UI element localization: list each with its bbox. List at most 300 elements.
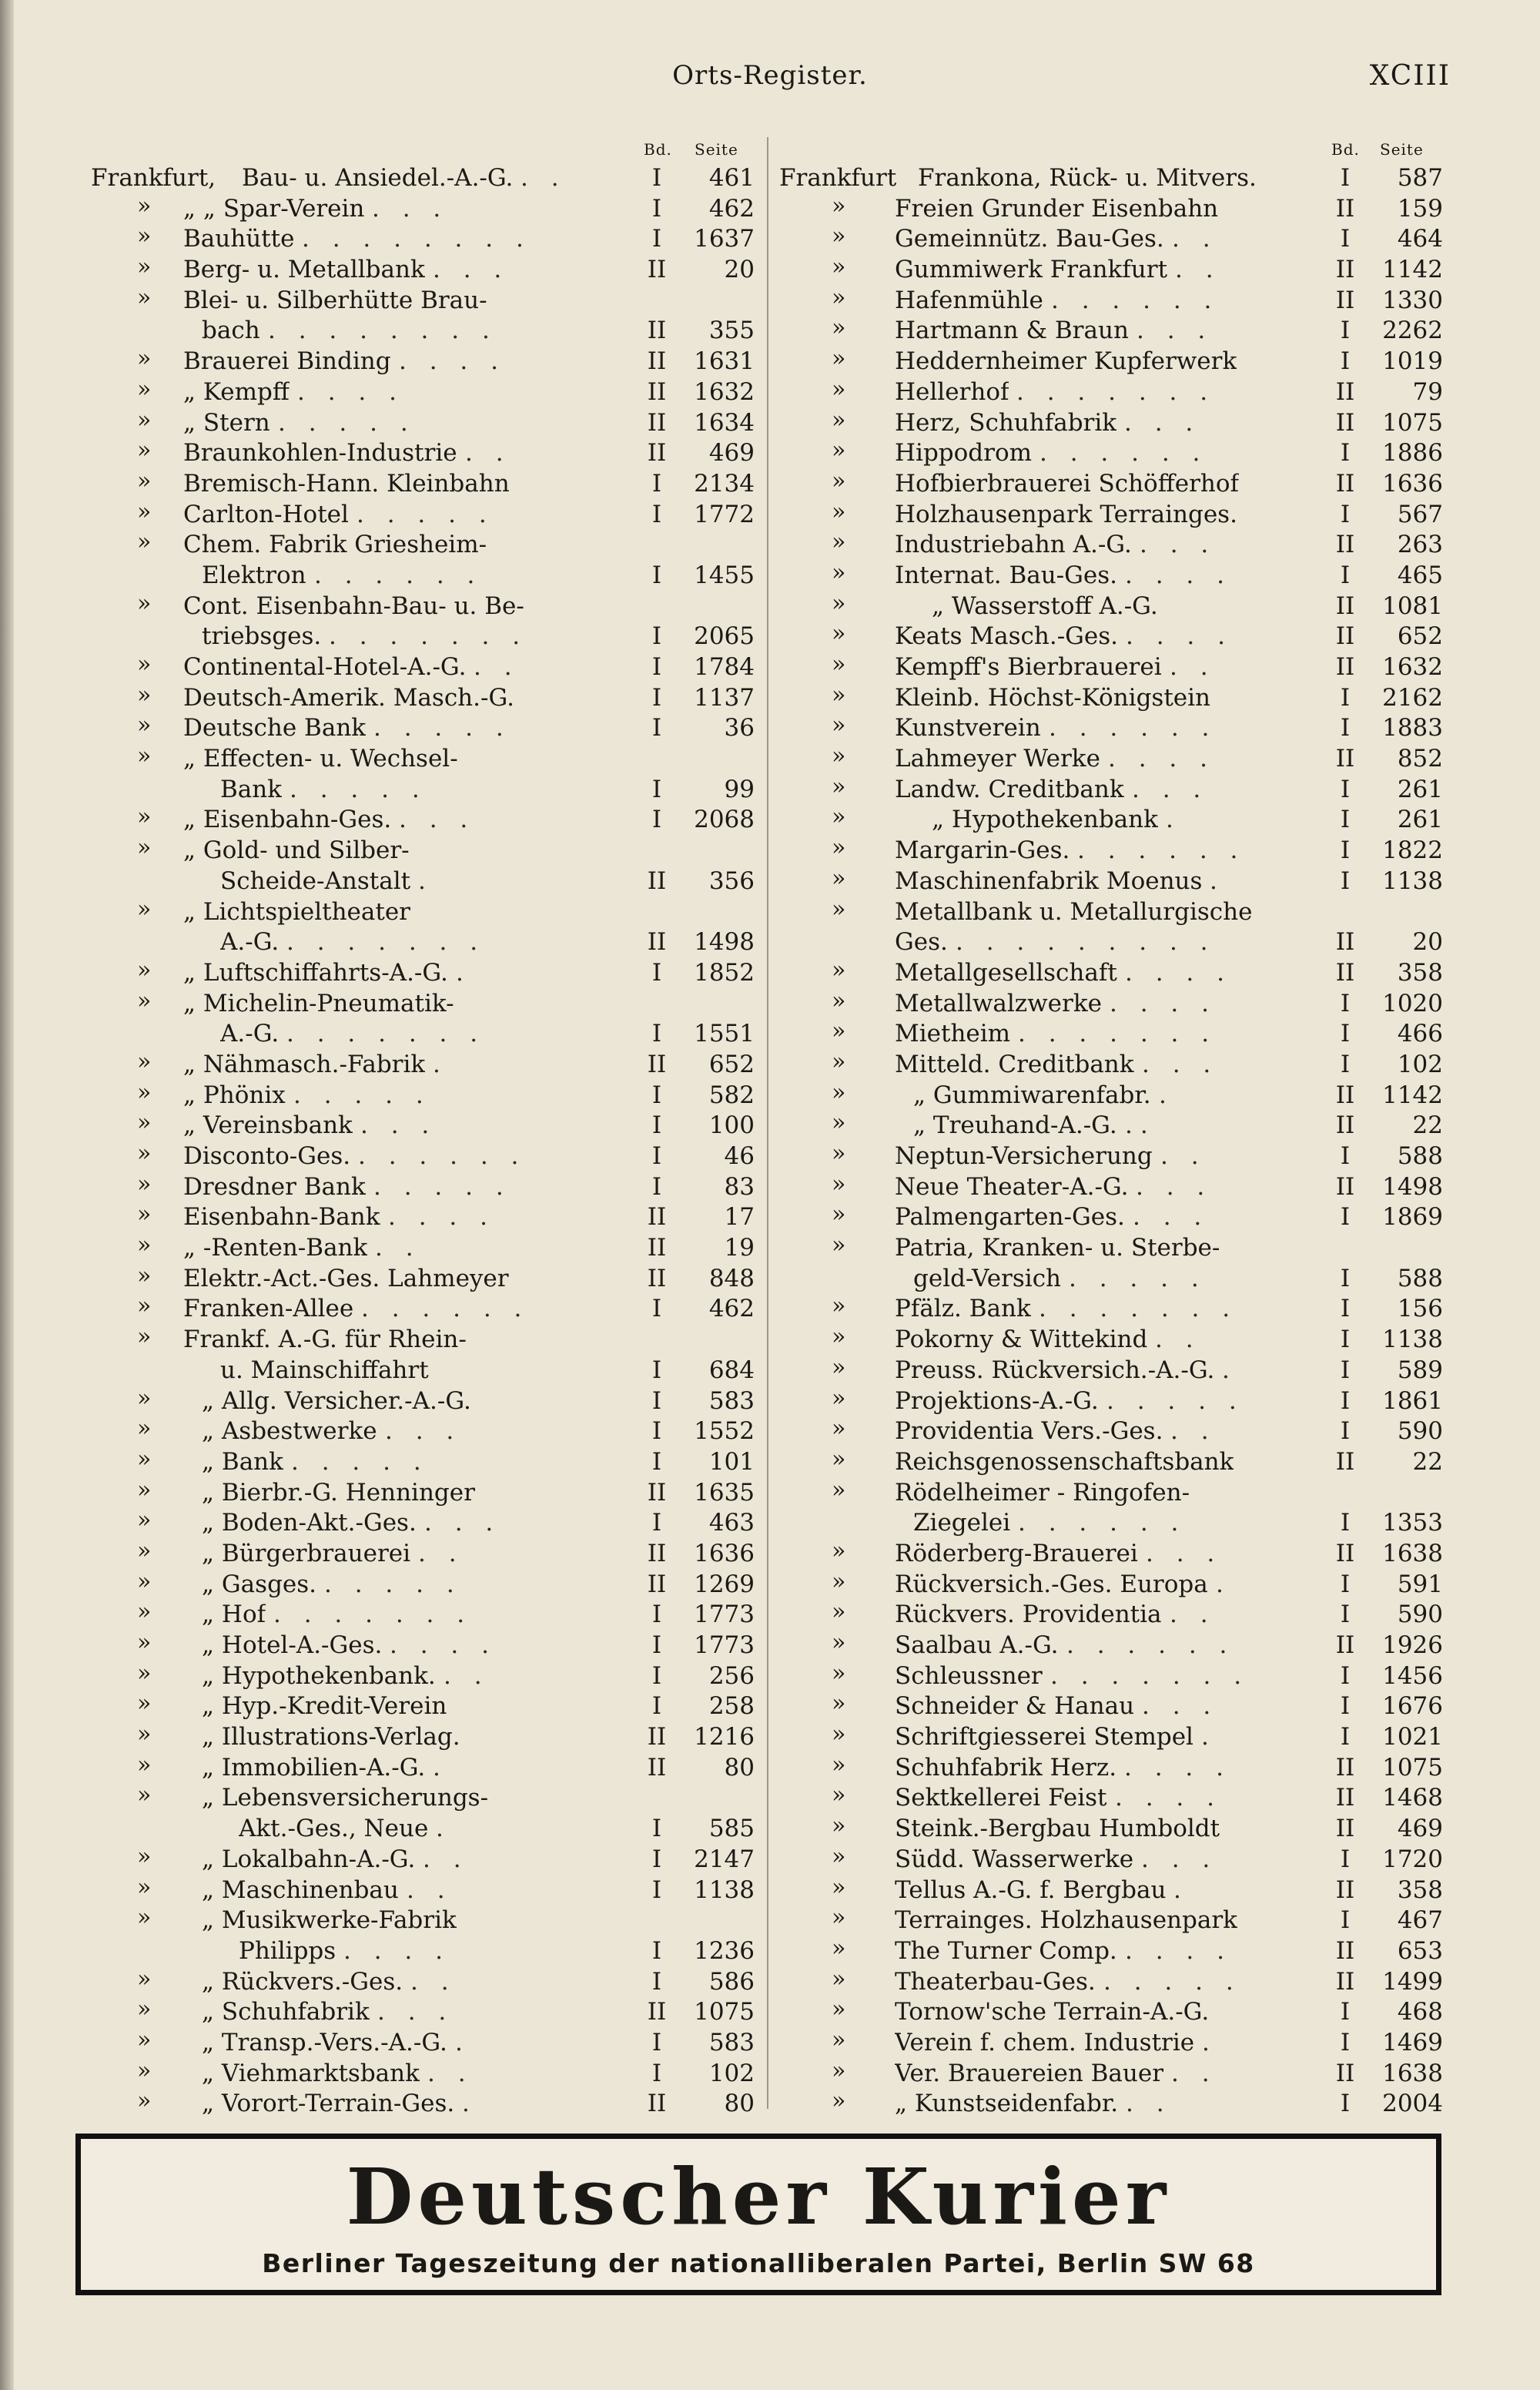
leader-dots: . . .	[372, 194, 449, 223]
company-name: Saalbau A.-G.	[895, 1631, 1059, 1659]
company-name: Deutsche Bank	[183, 714, 367, 742]
ditto-mark: »	[137, 1567, 152, 1595]
ditto-mark: »	[832, 1078, 846, 1106]
register-entry	[91, 1600, 756, 1631]
company-name: „ Lebensversicherungs-	[202, 1784, 489, 1812]
register-entry	[779, 713, 1446, 744]
register-entry	[779, 1967, 1446, 1998]
volume-number: I	[1340, 2028, 1351, 2056]
register-entry	[91, 958, 756, 989]
ditto-mark: »	[137, 1537, 152, 1564]
company-name: Rödelheimer - Ringofen-	[895, 1478, 1190, 1507]
company-name: Neue Theater-A.-G.	[895, 1172, 1129, 1201]
company-name: Verein f. chem. Industrie	[895, 2028, 1195, 2056]
ditto-mark: »	[832, 1782, 846, 1809]
register-entry	[91, 1631, 756, 1661]
page-reference: 358	[1397, 1875, 1443, 1904]
ditto-mark: »	[137, 956, 152, 984]
volume-number: I	[1340, 1998, 1351, 2026]
page-reference: 1852	[694, 958, 755, 987]
ditto-mark: »	[832, 1537, 846, 1564]
company-name: „ Rückvers.-Ges.	[202, 1967, 403, 1996]
ditto-mark: »	[832, 803, 846, 831]
leader-dots: . . . . . . . .	[302, 225, 531, 253]
volume-number: I	[1340, 1661, 1351, 1690]
page-reference: 20	[724, 256, 755, 284]
leader-dots: . .	[1170, 1601, 1216, 1629]
ditto-mark: »	[832, 620, 846, 648]
page-reference: 567	[1397, 500, 1443, 528]
company-name: Hippodrom	[895, 439, 1033, 468]
register-entry	[91, 1111, 756, 1141]
ditto-mark: »	[832, 1445, 846, 1473]
ditto-mark: »	[832, 742, 846, 770]
company-name: Frankf. A.-G. für Rhein-	[183, 1326, 467, 1354]
page-heading: Seite	[1380, 140, 1424, 159]
ditto-mark: »	[137, 1415, 152, 1443]
leader-dots: . .	[444, 1661, 490, 1690]
company-name: Herz, Schuhfabrik	[895, 408, 1117, 437]
ditto-mark: »	[832, 345, 846, 373]
volume-number: II	[1335, 1815, 1355, 1843]
ditto-mark: »	[137, 681, 152, 709]
register-entry	[91, 1753, 756, 1784]
ditto-mark: »	[137, 345, 152, 373]
register-entry	[779, 1875, 1446, 1906]
register-entry	[91, 1233, 756, 1264]
ditto-mark: »	[832, 1384, 846, 1412]
leader-dots: . . .	[1141, 1845, 1218, 1873]
register-entry	[91, 1783, 756, 1814]
register-entry	[779, 864, 1446, 897]
ditto-mark: »	[832, 1567, 846, 1595]
page-reference: 587	[1397, 164, 1443, 192]
volume-number: I	[1340, 1570, 1351, 1598]
volume-number: I	[651, 1661, 662, 1690]
register-entry	[779, 1294, 1446, 1325]
register-entry	[779, 1264, 1446, 1295]
page-reference: 1353	[1382, 1509, 1443, 1537]
page-reference: 2065	[694, 622, 755, 651]
company-name: Patria, Kranken- u. Sterbe-	[895, 1234, 1220, 1262]
page-reference: 80	[724, 1753, 755, 1782]
right-column	[779, 132, 1446, 2116]
page-reference: 19	[724, 1234, 755, 1262]
ditto-mark: »	[832, 1476, 846, 1503]
leader-dots: . . . .	[1115, 1784, 1222, 1812]
leader-dots: . . . .	[388, 1203, 495, 1232]
ditto-mark: »	[832, 1659, 846, 1687]
volume-number: I	[651, 1936, 662, 1965]
register-entry	[91, 1814, 756, 1845]
company-name: Tornow'sche Terrain-A.-G.	[895, 1998, 1210, 2026]
company-name: Internat. Bau-Ges.	[895, 561, 1118, 589]
company-name: „ Boden-Akt.-Ges.	[202, 1509, 417, 1537]
ditto-mark: »	[832, 1017, 846, 1045]
leader-dots: . . .	[433, 256, 510, 284]
leader-dots: . .	[1155, 1326, 1201, 1354]
volume-number: I	[1340, 683, 1351, 712]
company-name: Metallgesellschaft	[895, 958, 1117, 987]
company-name: „ Lichtspieltheater	[183, 897, 410, 926]
company-name: Schuhfabrik Herz.	[895, 1753, 1117, 1782]
register-entry	[779, 958, 1446, 989]
page-reference: 1632	[694, 377, 755, 406]
page-reference: 1551	[694, 1020, 755, 1048]
volume-number: II	[1335, 653, 1355, 681]
ditto-mark: »	[137, 1873, 152, 1901]
volume-number: II	[1335, 622, 1355, 651]
volume-number: I	[1340, 714, 1351, 742]
page-reference: 1773	[694, 1601, 755, 1629]
company-name: Scheide-Anstalt	[220, 867, 411, 895]
company-name: Franken-Allee	[183, 1295, 354, 1323]
page-reference: 20	[1412, 928, 1443, 957]
page-reference: 1720	[1382, 1845, 1443, 1873]
volume-number: II	[1335, 256, 1355, 284]
leader-dots: . . . .	[297, 377, 404, 406]
company-name: „ Hypothekenbank.	[202, 1661, 436, 1690]
leader-dots: . . . . . . .	[329, 622, 528, 651]
leader-dots: . . . . .	[357, 500, 494, 528]
volume-number: I	[1340, 1326, 1351, 1354]
leader-dots: . . . . . . . . .	[956, 928, 1216, 957]
leader-dots: . . . . . .	[358, 1142, 527, 1170]
register-entry	[779, 438, 1446, 469]
volume-number: I	[1340, 225, 1351, 253]
register-entry	[91, 530, 756, 561]
leader-dots: . . . .	[1125, 1936, 1232, 1965]
ditto-mark: »	[137, 1629, 152, 1656]
company-name: A.-G.	[220, 928, 280, 957]
company-name: „ Gummiwarenfabr.	[913, 1081, 1151, 1109]
register-entry	[779, 1325, 1446, 1356]
register-entry	[91, 1050, 756, 1081]
volume-number: II	[647, 1723, 667, 1751]
leader-dots: . . .	[424, 1509, 501, 1537]
company-name: Braunkohlen-Industrie	[183, 439, 457, 468]
page-reference: 1269	[694, 1570, 755, 1598]
ditto-mark: »	[137, 1751, 152, 1778]
page-reference: 1636	[694, 1539, 755, 1567]
leader-dots: . . . . .	[1106, 1386, 1244, 1415]
leader-dots: .	[418, 867, 434, 895]
company-name: Bauhütte	[183, 225, 295, 253]
leader-dots: .	[436, 1815, 451, 1843]
ditto-mark: »	[137, 1384, 152, 1412]
company-name: Dresdner Bank	[183, 1172, 366, 1201]
volume-number: I	[1340, 1601, 1351, 1629]
ditto-mark: »	[137, 437, 152, 464]
ditto-mark: »	[832, 1873, 846, 1901]
volume-number: I	[1340, 1386, 1351, 1415]
page-reference: 465	[1397, 561, 1443, 589]
ditto-mark: »	[832, 1109, 846, 1137]
page-reference: 1499	[1382, 1967, 1443, 1996]
volume-number: I	[1340, 1356, 1351, 1384]
company-name: Röderberg-Brauerei	[895, 1539, 1138, 1567]
company-name: Preuss. Rückversich.-A.-G.	[895, 1356, 1215, 1384]
register-entry	[91, 224, 756, 255]
leader-dots: . . . . . . .	[1050, 1661, 1250, 1690]
leader-dots: .	[455, 2028, 470, 2056]
company-name: Pfälz. Bank	[895, 1295, 1031, 1323]
column-header	[779, 132, 1446, 163]
leader-dots: . . . . .	[291, 1447, 429, 1476]
ditto-mark: »	[137, 803, 152, 831]
register-entry	[91, 1661, 756, 1692]
page-reference: 848	[708, 1264, 755, 1292]
leader-dots: . . . . . . .	[1016, 377, 1216, 406]
leader-dots: . . . .	[1125, 561, 1232, 589]
page-reference: 2262	[1382, 317, 1443, 345]
ditto-mark: »	[137, 589, 152, 617]
volume-number: I	[1340, 1295, 1351, 1323]
page-reference: 79	[1412, 377, 1443, 406]
company-name: Landw. Creditbank	[895, 775, 1124, 803]
register-entry	[91, 836, 756, 867]
page-reference: 1638	[1382, 2059, 1443, 2087]
company-name: „ Eisenbahn-Ges.	[183, 806, 392, 834]
volume-heading: Bd.	[1331, 140, 1360, 159]
volume-number: I	[651, 1447, 662, 1476]
leader-dots: . . . .	[390, 1631, 497, 1659]
register-entry	[91, 1906, 756, 1936]
ditto-mark: »	[832, 1292, 846, 1320]
ditto-mark: »	[832, 956, 846, 984]
company-name: „ Michelin-Pneumatik-	[183, 989, 454, 1017]
register-entry	[91, 744, 756, 775]
ditto-mark: »	[832, 1842, 846, 1870]
ditto-mark: »	[137, 528, 152, 556]
volume-number: I	[1340, 164, 1351, 192]
company-name: Kleinb. Höchst-Königstein	[895, 683, 1211, 712]
volume-number: II	[1335, 1539, 1355, 1567]
company-name: Theaterbau-Ges.	[895, 1967, 1096, 1996]
page-reference: 1137	[694, 683, 755, 712]
register-entry	[91, 1539, 756, 1570]
company-name: Frankona, Rück- u. Mitvers.	[918, 164, 1257, 192]
ditto-mark: »	[137, 1109, 152, 1137]
ditto-mark: »	[137, 1476, 152, 1503]
ditto-mark: »	[832, 437, 846, 464]
register-entry	[779, 224, 1446, 255]
page-reference: 1773	[694, 1631, 755, 1659]
ditto-mark: »	[832, 895, 846, 923]
leader-dots: . . . . . .	[1066, 1631, 1235, 1659]
leader-dots: . . .	[399, 806, 476, 834]
page-reference: 463	[708, 1509, 755, 1537]
page-reference: 1138	[1382, 867, 1443, 895]
volume-number: II	[647, 377, 667, 406]
register-entry	[779, 1141, 1446, 1172]
company-name: Bau- u. Ansiedel.-A.-G.	[242, 164, 514, 192]
ditto-mark: »	[137, 375, 152, 403]
volume-number: I	[651, 806, 662, 834]
volume-number: II	[647, 1478, 667, 1507]
register-entry	[91, 561, 756, 592]
volume-number: I	[651, 1295, 662, 1323]
page-reference: 355	[708, 317, 755, 345]
register-entry	[91, 377, 756, 408]
volume-number: I	[651, 775, 662, 803]
ditto-mark: »	[137, 1996, 152, 2023]
leader-dots: . .	[1171, 2059, 1217, 2087]
page-reference: 159	[1397, 194, 1443, 223]
page-reference: 1138	[694, 1875, 755, 1904]
company-name: Steink.-Bergbau Humboldt	[895, 1815, 1220, 1843]
volume-number: II	[647, 1234, 667, 1262]
register-entry	[779, 1783, 1446, 1814]
volume-number: I	[651, 1815, 662, 1843]
company-name: Hofbierbrauerei Schöfferhof	[895, 469, 1240, 498]
company-name: „ Stern	[183, 408, 270, 437]
volume-number: II	[647, 1203, 667, 1232]
volume-number: II	[1335, 286, 1355, 314]
register-entry	[779, 194, 1446, 225]
company-name: Schriftgiesserei Stempel	[895, 1723, 1194, 1751]
volume-number: I	[651, 1386, 662, 1415]
company-name: „ Maschinenbau	[202, 1875, 399, 1904]
company-name: Schleussner	[895, 1661, 1043, 1690]
company-name: Mietheim	[895, 1020, 1011, 1048]
company-name: Hartmann & Braun	[895, 317, 1129, 345]
volume-number: I	[651, 225, 662, 253]
leader-dots: ..	[1125, 1111, 1156, 1140]
page-reference: 83	[724, 1172, 755, 1201]
ditto-mark: »	[137, 1078, 152, 1106]
volume-number: II	[647, 2090, 667, 2118]
leader-dots: . . .	[1142, 1050, 1219, 1078]
leader-dots: . . . . . . .	[286, 1020, 486, 1048]
volume-number: I	[1340, 1142, 1351, 1170]
register-entry	[91, 1202, 756, 1233]
ditto-mark: »	[137, 1721, 152, 1748]
company-name: The Turner Comp.	[895, 1936, 1117, 1965]
ditto-mark: »	[832, 1690, 846, 1718]
register-entry	[779, 622, 1446, 652]
page-reference: 2134	[694, 469, 755, 498]
leader-dots: .	[1202, 2028, 1217, 2056]
leader-dots: . .	[418, 1539, 464, 1567]
volume-number: II	[647, 347, 667, 376]
advertisement-box	[75, 2134, 1441, 2295]
company-name: Continental-Hotel-A.-G.	[183, 653, 467, 681]
register-entry	[91, 652, 756, 683]
company-name: Eisenbahn-Bank	[183, 1203, 380, 1232]
page-reference: 590	[1397, 1417, 1443, 1446]
ditto-mark: »	[137, 1323, 152, 1351]
page-reference: 22	[1412, 1111, 1443, 1140]
register-entry	[91, 1478, 756, 1509]
volume-number: I	[1340, 1203, 1351, 1232]
ditto-mark: »	[137, 1507, 152, 1534]
company-name: Philipps	[239, 1936, 336, 1965]
register-entry	[91, 2056, 756, 2090]
register-entry	[779, 1050, 1446, 1081]
volume-number: I	[1340, 1692, 1351, 1721]
company-name: Metallwalzwerke	[895, 989, 1102, 1017]
page-reference: 1637	[694, 225, 755, 253]
leader-dots: . . . . . .	[1051, 286, 1220, 314]
company-name: „ Effecten- u. Wechsel-	[183, 745, 458, 773]
register-entry	[91, 622, 756, 652]
page-reference: 1142	[1382, 1081, 1443, 1109]
page-reference: 261	[1397, 775, 1443, 803]
ditto-mark: »	[832, 314, 846, 342]
leader-dots: . .	[521, 164, 567, 192]
volume-number: I	[1340, 806, 1351, 834]
page-reference: 1456	[1382, 1661, 1443, 1690]
leader-dots: . . .	[1146, 1539, 1223, 1567]
register-entry	[91, 1997, 756, 2028]
company-name: Heddernheimer Kupferwerk	[895, 347, 1237, 376]
volume-number: II	[1335, 1784, 1355, 1812]
ditto-mark: »	[137, 467, 152, 494]
volume-number: I	[651, 653, 662, 681]
volume-number: I	[1340, 1264, 1351, 1292]
company-name: „ Bierbr.-G. Henninger	[202, 1478, 475, 1507]
volume-number: II	[1335, 1111, 1355, 1140]
page-reference: 102	[708, 2059, 755, 2087]
leader-dots: .	[1222, 1356, 1237, 1384]
volume-number: I	[651, 1692, 662, 1721]
company-name: „ Wasserstoff A.-G.	[932, 592, 1158, 620]
volume-number: I	[1340, 317, 1351, 345]
page-reference: 256	[708, 1661, 755, 1690]
leader-dots: . .	[407, 1875, 453, 1904]
volume-number: I	[1340, 347, 1351, 376]
register-entry	[779, 408, 1446, 439]
register-entry	[91, 1416, 756, 1447]
ditto-mark: »	[137, 2087, 152, 2115]
page-reference: 1020	[1382, 989, 1443, 1017]
volume-number: I	[1340, 867, 1351, 895]
company-name: Lahmeyer Werke	[895, 745, 1100, 773]
ditto-mark: »	[832, 2087, 846, 2115]
ditto-mark: »	[137, 2026, 152, 2053]
ditto-mark: »	[137, 651, 152, 678]
leader-dots: . . . . . . .	[1039, 1295, 1238, 1323]
leader-dots: . . . .	[1108, 745, 1215, 773]
register-entry	[779, 652, 1446, 683]
leader-dots: . . . . . . .	[273, 1601, 473, 1629]
page-reference: 261	[1397, 806, 1443, 834]
company-name: „ Lokalbahn-A.-G.	[202, 1845, 416, 1873]
page-reference: 46	[724, 1142, 755, 1170]
register-entry	[91, 438, 756, 469]
page-reference: 1498	[694, 928, 755, 957]
register-entry	[779, 897, 1446, 928]
volume-number: I	[651, 958, 662, 987]
ditto-mark: »	[832, 1048, 846, 1075]
company-name: „ Gold- und Silber-	[183, 836, 410, 865]
ditto-mark: »	[137, 712, 152, 739]
page-reference: 462	[708, 194, 755, 223]
volume-number: II	[647, 1570, 667, 1598]
ditto-mark: »	[832, 1170, 846, 1198]
leader-dots: .	[1201, 1723, 1217, 1751]
leader-dots: .	[1166, 806, 1181, 834]
page-heading: Seite	[695, 140, 738, 159]
leader-dots: . . . .	[1125, 958, 1232, 987]
register-entry	[91, 1936, 756, 1967]
page-reference: 583	[708, 2028, 755, 2056]
volume-number: I	[651, 469, 662, 498]
city-name: Frankfurt,	[91, 164, 216, 192]
page-reference: 466	[1397, 1020, 1443, 1048]
leader-dots: . . . . . . .	[1018, 1020, 1217, 1048]
